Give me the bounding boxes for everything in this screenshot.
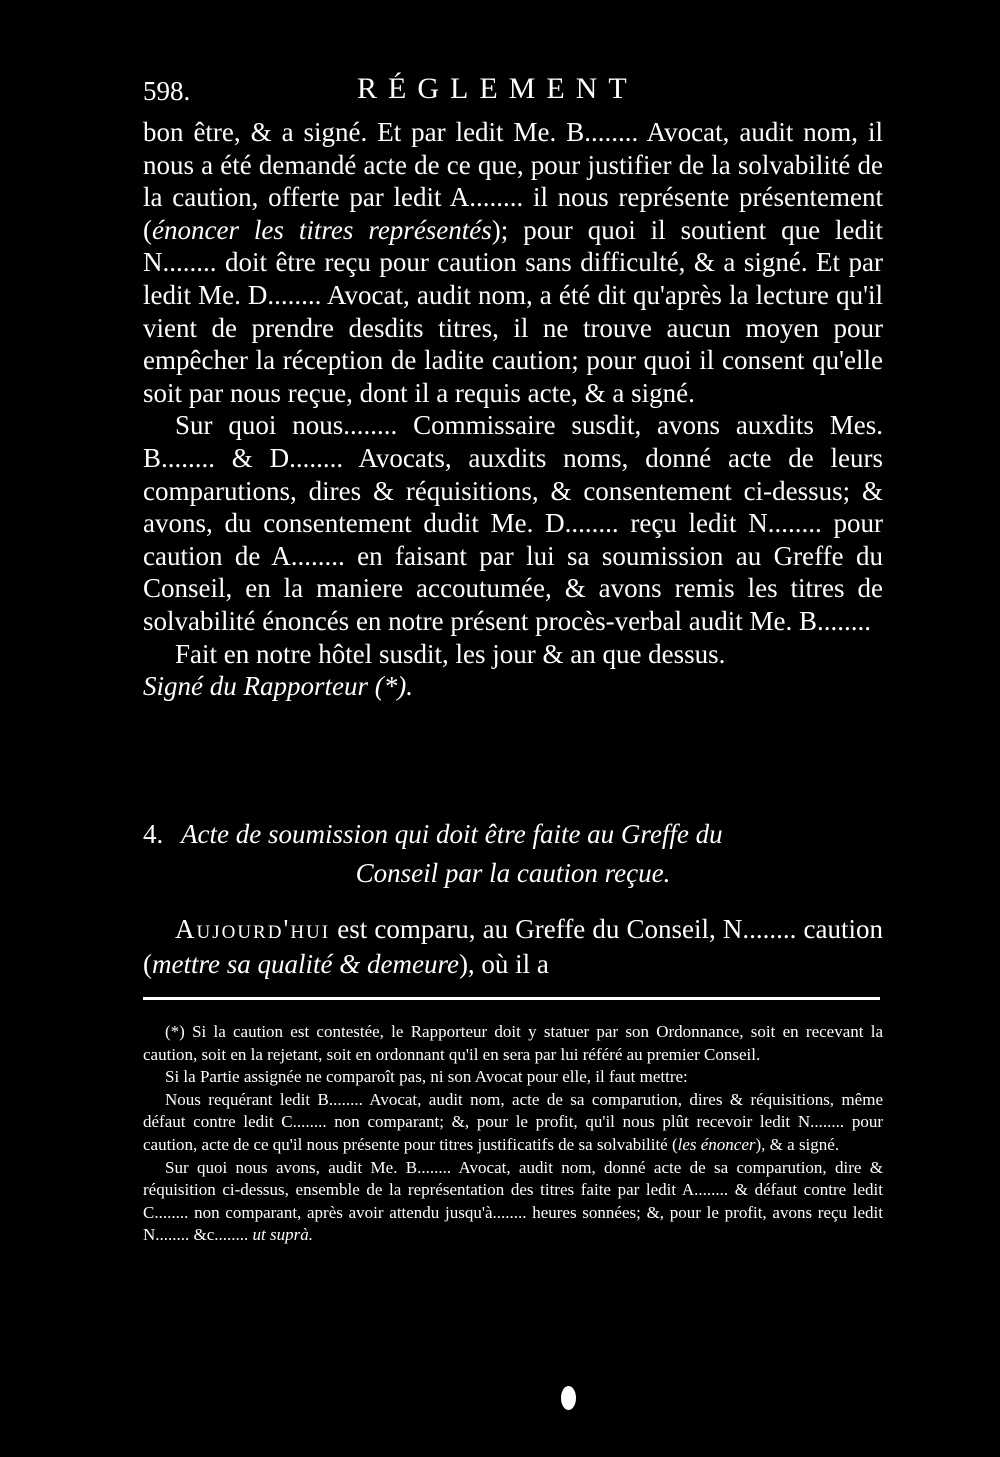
act-italic: mettre sa qualité & demeure [152, 949, 459, 979]
section-number: 4. [143, 819, 164, 849]
footnote-1: (*) Si la caution est contestée, le Rapporteur doit y statuer par son Ordonnance, soit en recevant la caution, soit en la rejetant, soit en ordonnant qu'il en sera par lui référé au premier Conseil. [143, 1022, 883, 1064]
footnote-2: Si la Partie assignée ne comparoît pas, ni son Avocat pour elle, il faut mettre: [165, 1067, 688, 1087]
paragraph-1-text: bon être, & a signé. Et par ledit Me. B........ Avocat, audit nom, il nous a été demandé acte de ce que, pour justifier de la solvabilité de la caution, offerte par ledit A........ il nous représente présentement ( [143, 117, 883, 245]
paragraph-1 [143, 116, 883, 409]
paragraph-1-italic: énoncer les titres représentés [152, 214, 492, 245]
act-text [143, 912, 883, 982]
paragraph-3: Fait en notre hôtel susdit, les jour & an que dessus. [175, 638, 726, 669]
footnote-3 [143, 1089, 883, 1157]
page-header [143, 72, 883, 112]
act-lead-word: Aujourd'hui [175, 914, 331, 944]
footnote-4-italic: ut suprà. [252, 1225, 314, 1245]
footnote-rule [143, 997, 880, 1000]
running-title: RÉGLEMENT [357, 72, 638, 105]
section-title-line-2: Conseil par la caution reçue. [355, 858, 671, 888]
act-text-2: ), où il a [458, 949, 549, 979]
body-text [143, 116, 883, 703]
footnote-4-text: Sur quoi nous avons, audit Me. B........ Avocat, audit nom, donné acte de sa comparution, dire & réquisition ci-dessus, ensemble de la représentation des titres faite par ledit A........ & défaut contre ledit C........ non comparant, après avoir attendu jusqu'à........ heures sonnées; &, pour le profit, avons reçu ledit N........ &c........ [143, 1157, 883, 1245]
signature-line: Signé du Rapporteur (*). [143, 671, 413, 702]
footnote-3-text: Nous requérant ledit B........ Avocat, audit nom, acte de sa comparution, dires & réquisitions, même défaut contre ledit C........ non comparant; &, pour le profit, qu'il nous plût recevoir ledit N........ pour caution, acte de ce qu'il nous présente pour titres justificatifs de sa solvabilité ( [143, 1089, 883, 1154]
act-paragraph [143, 912, 883, 982]
section-title-line-1: Acte de soumission qui doit être faite au Greffe du [181, 819, 723, 849]
act-text-1: est comparu, au Greffe du Conseil, N........ caution ( [143, 914, 883, 979]
footnotes [143, 1021, 883, 1247]
page-number: 598. [143, 76, 191, 106]
ornament-mark [561, 1386, 576, 1410]
paragraph-1-rest: ); pour quoi il soutient que ledit N........ doit être reçu pour caution sans difficulté, & a signé. Et par ledit Me. D........ Avocat, audit nom, a été dit qu'après la lecture qu'il vient de prendre desdits titres, il ne trouve aucun moyen pour empêcher la réception de ladite caution; pour quoi il consent qu'elle soit par nous reçue, dont il a requis acte, & a signé. [143, 214, 883, 408]
footnote-3-italic: les énoncer [677, 1134, 756, 1154]
paragraph-2: Sur quoi nous........ Commissaire susdit, avons auxdits Mes. B........ & D........ Avocats, auxdits noms, donné acte de leurs comparutions, dires & réquisitions, & consentement ci-dessus; & avons, du consentement dudit Me. D........ reçu ledit N........ pour caution de A........ en faisant par lui sa soumission au Greffe du Conseil, en la maniere accoutumée, & avons remis les titres de solvabilité énoncés en notre présent procès-verbal audit Me. B........ [143, 410, 883, 636]
section-heading [143, 815, 883, 893]
footnote-3-rest: ), & a signé. [755, 1134, 840, 1154]
footnote-4 [143, 1157, 883, 1247]
